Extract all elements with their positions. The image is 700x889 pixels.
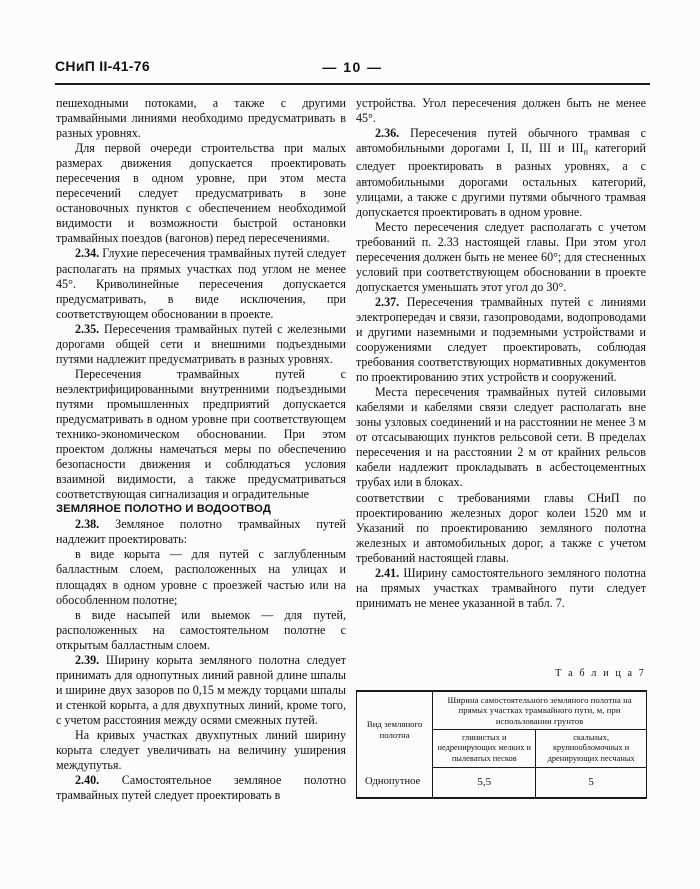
- clause-body-2-38: Земляное полотно трамвайных путей надлежит проектировать:: [56, 517, 346, 547]
- paragraph-2-41: [356, 566, 646, 611]
- table-cell-type-single-track: Однопутное: [357, 767, 433, 798]
- paragraph-continuation-devices: устройства. Угол пересечения должен быть не менее 45°.: [356, 96, 646, 126]
- clause-body-2-36-after: категорий следует проектировать в разных уровнях, а с автомобильными дорогами остальных категорий, улицами, а также с другими путями обычного трамвая допускается проектировать в одном уровне.: [356, 141, 646, 219]
- paragraph-2-39: [56, 653, 346, 728]
- category-subscript: п: [583, 147, 588, 157]
- paragraph-cables: Места пересечения трамвайных путей силовыми кабелями и кабелями связи следует располагать вне зоны узловых соединений и на расстоянии не менее 3 м от отсасывающих пунктов рельсовой сети. В пределах пересечения и на расстоянии 2 м от крайних рельсов кабели надлежит прокладывать в асбестоцементных трубах или в блоках.: [356, 385, 646, 490]
- paragraph-2-38: [56, 517, 346, 547]
- clause-body-2-36-before: Пересечения путей обычного трамвая с автомобильными дорогами I, II, III и III: [356, 126, 646, 156]
- clause-body-2-37: Пересечения трамвайных путей с линиями электропередач и связи, газопроводами, водопроводами и другими наземными и подземными устройствами и сооружениями следует проектировать, соблюдая требования соответствующих нормативных документов по проектированию этих устройств и сооружений.: [356, 294, 646, 385]
- clause-body-2-41: Ширину самостоятельного земляного полотна на прямых участках трамвайного пути следует принимать не менее указанной в табл. 7.: [356, 565, 646, 610]
- paragraph-2-35: [56, 322, 346, 367]
- table-header-row-top: [357, 691, 647, 730]
- paragraph-crossing-place: Место пересечения следует располагать с учетом требований п. 2.33 настоящей главы. При этом угол пересечения должен быть не менее 60°; для стесненных условий при соответствующем обосновании в проекте допускается уменьшать этот угол до 30°.: [356, 219, 646, 294]
- header-rule: [55, 83, 650, 85]
- paragraph-2-38-item-b: в виде насыпей или выемок — для путей, расположенных на самостоятельном полотне с открытым балластным слоем.: [56, 607, 346, 652]
- clause-number-2-35: 2.35.: [75, 321, 100, 336]
- table-stub-header: Вид земляного полотна: [357, 691, 433, 767]
- document-code: СНиП II-41-76: [55, 58, 150, 74]
- paragraph-curved-sections: На кривых участках двухпутных линий ширину корыта следует увеличивать на величину уширения междупутья.: [56, 727, 346, 773]
- clause-number-2-41: 2.41.: [375, 565, 400, 580]
- table-row: [357, 767, 647, 798]
- paragraph-2-40: [56, 773, 346, 803]
- clause-body-2-35: Пересечения трамвайных путей с железными дорогами общей сети и внешними подъездными путями надлежит предусматривать в разных уровнях.: [56, 321, 346, 366]
- table-7-grid: [356, 690, 647, 799]
- clause-body-2-39: Ширину корыта земляного полотна следует принимать для однопутных линий равной длине шпалы и ширине двух зазоров по 0,15 м между торцами шпалы и стенкой корыта, а для двухпутных линий, кроме того, с учетом расстояния между осями смежных путей.: [56, 652, 346, 727]
- paragraph-2-34: [56, 246, 346, 321]
- paragraph-2-36: [356, 126, 646, 220]
- clause-number-2-36: 2.36.: [375, 126, 400, 141]
- clause-number-2-37: 2.37.: [375, 294, 400, 309]
- text-column-right: [356, 96, 646, 611]
- clause-body-2-34: Глухие пересечения трамвайных путей следует располагать на прямых участках под углом не менее 45°. Криволинейные пересечения допускается предусматривать, в виде исключения, при соответствующем обосновании в проекте.: [56, 246, 346, 321]
- paragraph-continuation-2-40: соответствии с требованиями главы СНиП по проектированию железных дорог колеи 1520 мм и Указаний по проектированию земляного полотна железных и автомобильных дорог, а также с учетом требований настоящей главы.: [356, 490, 646, 565]
- table-subheader-clay-soils: глинистых и недренирующих мелких и пылеватых песков: [433, 730, 536, 768]
- clause-body-2-40: Самостоятельное земляное полотно трамвайных путей следует проектировать в: [56, 773, 347, 803]
- page-number: — 10 —: [322, 59, 383, 75]
- table-7: [356, 690, 647, 799]
- table-cell-width-rocky: 5: [536, 767, 647, 798]
- paragraph-2-37: [356, 295, 646, 385]
- text-column-left: [56, 96, 346, 803]
- table-caption: Т а б л и ц а 7: [555, 668, 646, 679]
- clause-number-2-39: 2.39.: [75, 652, 100, 667]
- clause-number-2-34: 2.34.: [75, 246, 100, 261]
- paragraph-continuation: пешеходными потоками, а также с другими трамвайными линиями необходимо предусматривать в разных уровнях.: [56, 96, 346, 141]
- paragraph-2-38-item-a: в виде корыта — для путей с заглубленным балластным слоем, расположенных на улицах и площадях в одном уровне с проезжей частью или на обособленном полотне;: [56, 547, 346, 607]
- table-subheader-rocky-soils: скальных, крупнообломочных и дренирующих песчаных: [536, 730, 647, 768]
- paragraph-nonelectrified: Пересечения трамвайных путей с неэлектрифицированными внутренними подъездными путями промышленных предприятий допускается предусматривать в одном уровне при соответствующем технико-экономическом обосновании. При этом проектом должны намечаться меры по обеспечению безопасности движения и соблюдаться условия взаимной видимости, а также предусматриваться соответствующая сигнализация и оградительные: [56, 366, 346, 502]
- section-heading-earthworks: ЗЕМЛЯНОЕ ПОЛОТНО И ВОДООТВОД: [56, 503, 272, 516]
- clause-number-2-40: 2.40.: [75, 773, 100, 788]
- paragraph-first-stage: Для первой очереди строительства при малых размерах движения допускается проектировать пересечения в одном уровне, при этом места пересечений следует предусматривать в зоне остановочных пунктов с обеспечением необходимой видимости и возможности быстрой остановки трамвайных поездов (вагонов) перед пересечениями.: [56, 141, 346, 246]
- table-spanner-header: Ширина самостоятельного земляного полотна на прямых участках трамвайного пути, м, при использовании грунтов: [433, 691, 647, 730]
- running-head: [55, 58, 650, 84]
- table-cell-width-clay: 5,5: [433, 767, 536, 798]
- clause-number-2-38: 2.38.: [75, 517, 100, 532]
